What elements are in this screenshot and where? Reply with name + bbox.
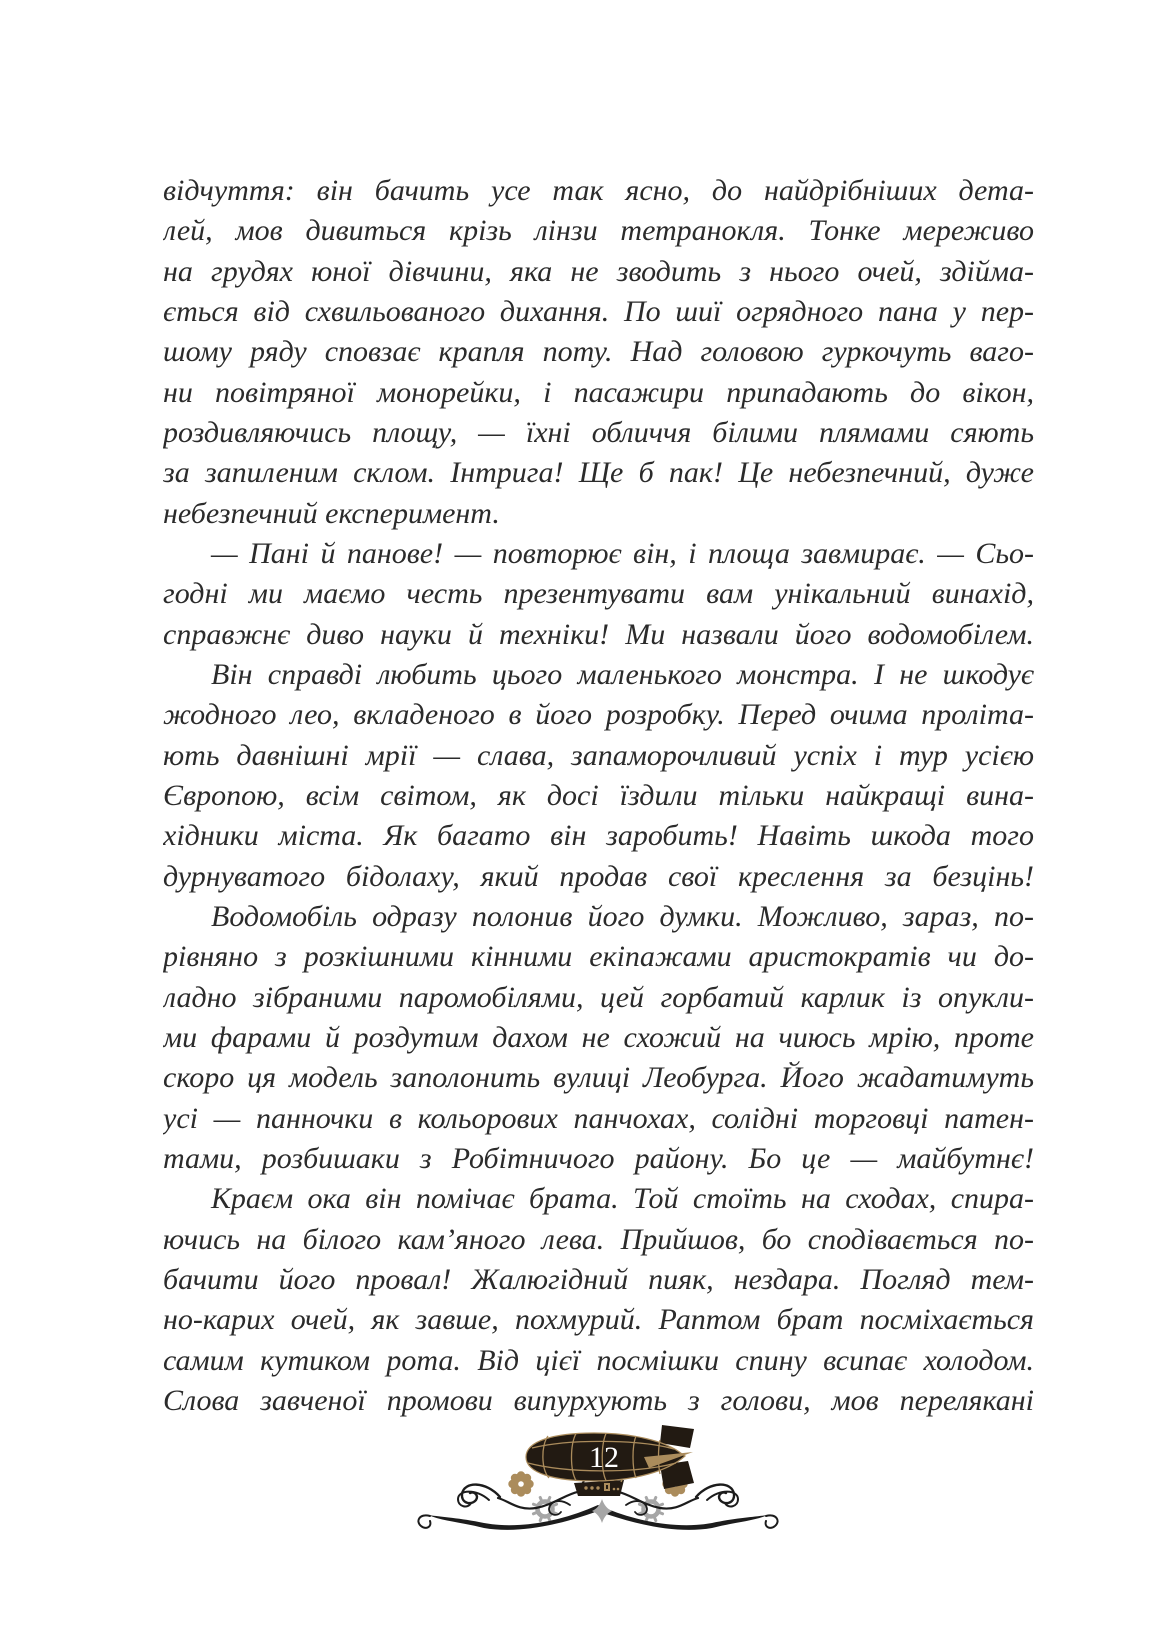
text-line: Водомобіль одразу полонив його думки. Можливо, зараз, по-	[211, 899, 1034, 933]
paragraph	[163, 534, 1034, 655]
page-number: 12	[589, 1441, 619, 1474]
text-line: усі — панночки в кольорових панчохах, солідні торговці патен-	[163, 1101, 1034, 1135]
text-line: роздивляючись площу, — їхні обличчя білими плямами сяють	[163, 415, 1034, 449]
zeppelin-icon	[526, 1425, 694, 1496]
paragraph	[163, 655, 1034, 897]
diamond-icon	[592, 1499, 612, 1523]
paragraph	[163, 171, 1034, 534]
text-line: рівняно з розкішними кінними екіпажами аристократів чи до-	[163, 940, 1034, 974]
text-line: скоро ця модель заполонить вулиці Леобурга. Його жадатимуть	[163, 1061, 1034, 1095]
text-line: но-карих очей, як завше, похмурий. Раптом брат посміхається	[163, 1303, 1034, 1337]
text-line: за запиленим склом. Інтрига! Ще б пак! Це небезпечний, дуже	[163, 456, 1034, 490]
text-line: ють давнішні мрії — слава, запаморочливий успіх і тур усією	[163, 738, 1034, 772]
text-line: шому ряду сповзає крапля поту. Над головою гуркочуть ваго-	[163, 335, 1034, 369]
text-line: — Пані й панове! — повторює він, і площа завмирає. — Сьо-	[211, 536, 1034, 570]
text-line: жодного лео, вкладеного в його розробку. Перед очима проліта-	[163, 698, 1034, 732]
text-line: дурнуватого бідолаху, який продав свої креслення за безцінь!	[163, 859, 1034, 893]
text-line: лей, мов дивиться крізь лінзи тетранокля. Тонке мереживо	[163, 214, 1034, 248]
text-line: справжнє диво науки й техніки! Ми назвали його водомобілем.	[163, 617, 1034, 651]
text-line: ладно зібраними паромобілями, цей горбатий карлик із опукли-	[163, 980, 1034, 1014]
text-line: ється від схвильованого дихання. По шиї огрядного пана у пер-	[163, 294, 1034, 328]
text-line: Слова завченої промови випурхують з голови, мов перелякані	[163, 1383, 1034, 1417]
text-line: хідники міста. Як багато він заробить! Навіть шкода того	[163, 819, 1034, 853]
text-line: бачити його провал! Жалюгідний пияк, нездара. Погляд тем-	[163, 1262, 1034, 1296]
text-line: небезпечний експеримент.	[163, 496, 500, 530]
text-line: відчуття: він бачить усе так ясно, до найдрібніших дета-	[163, 174, 1034, 207]
text-line: самим кутиком рота. Від цієї посмішки спину всипає холодом.	[163, 1343, 1034, 1377]
text-line: годні ми маємо честь презентувати вам унікальний винахід,	[163, 577, 1034, 611]
paragraph	[163, 1179, 1034, 1421]
text-line: ни повітряної монорейки, і пасажири припадають до вікон,	[163, 375, 1034, 409]
text-line: Він справді любить цього маленького монстра. І не шкодує	[211, 657, 1034, 691]
text-line: ючись на білого кам’яного лева. Прийшов, бо сподівається по-	[163, 1222, 1034, 1256]
text-line: тами, розбишаки з Робітничого району. Бо це — майбутнє!	[163, 1141, 1034, 1175]
page-footer	[408, 1421, 788, 1539]
text-line: Європою, всім світом, як досі їздили тільки найкращі вина-	[163, 778, 1034, 812]
page-text	[163, 171, 1034, 1421]
text-line: ми фарами й роздутим дахом не схожий на чиюсь мрію, проте	[163, 1020, 1034, 1054]
zeppelin-ornament	[408, 1421, 788, 1539]
text-line: на грудях юної дівчини, яка не зводить з нього очей, здійма-	[163, 254, 1034, 288]
text-line: Краєм ока він помічає брата. Той стоїть на сходах, спира-	[211, 1182, 1034, 1216]
paragraph	[163, 897, 1034, 1179]
